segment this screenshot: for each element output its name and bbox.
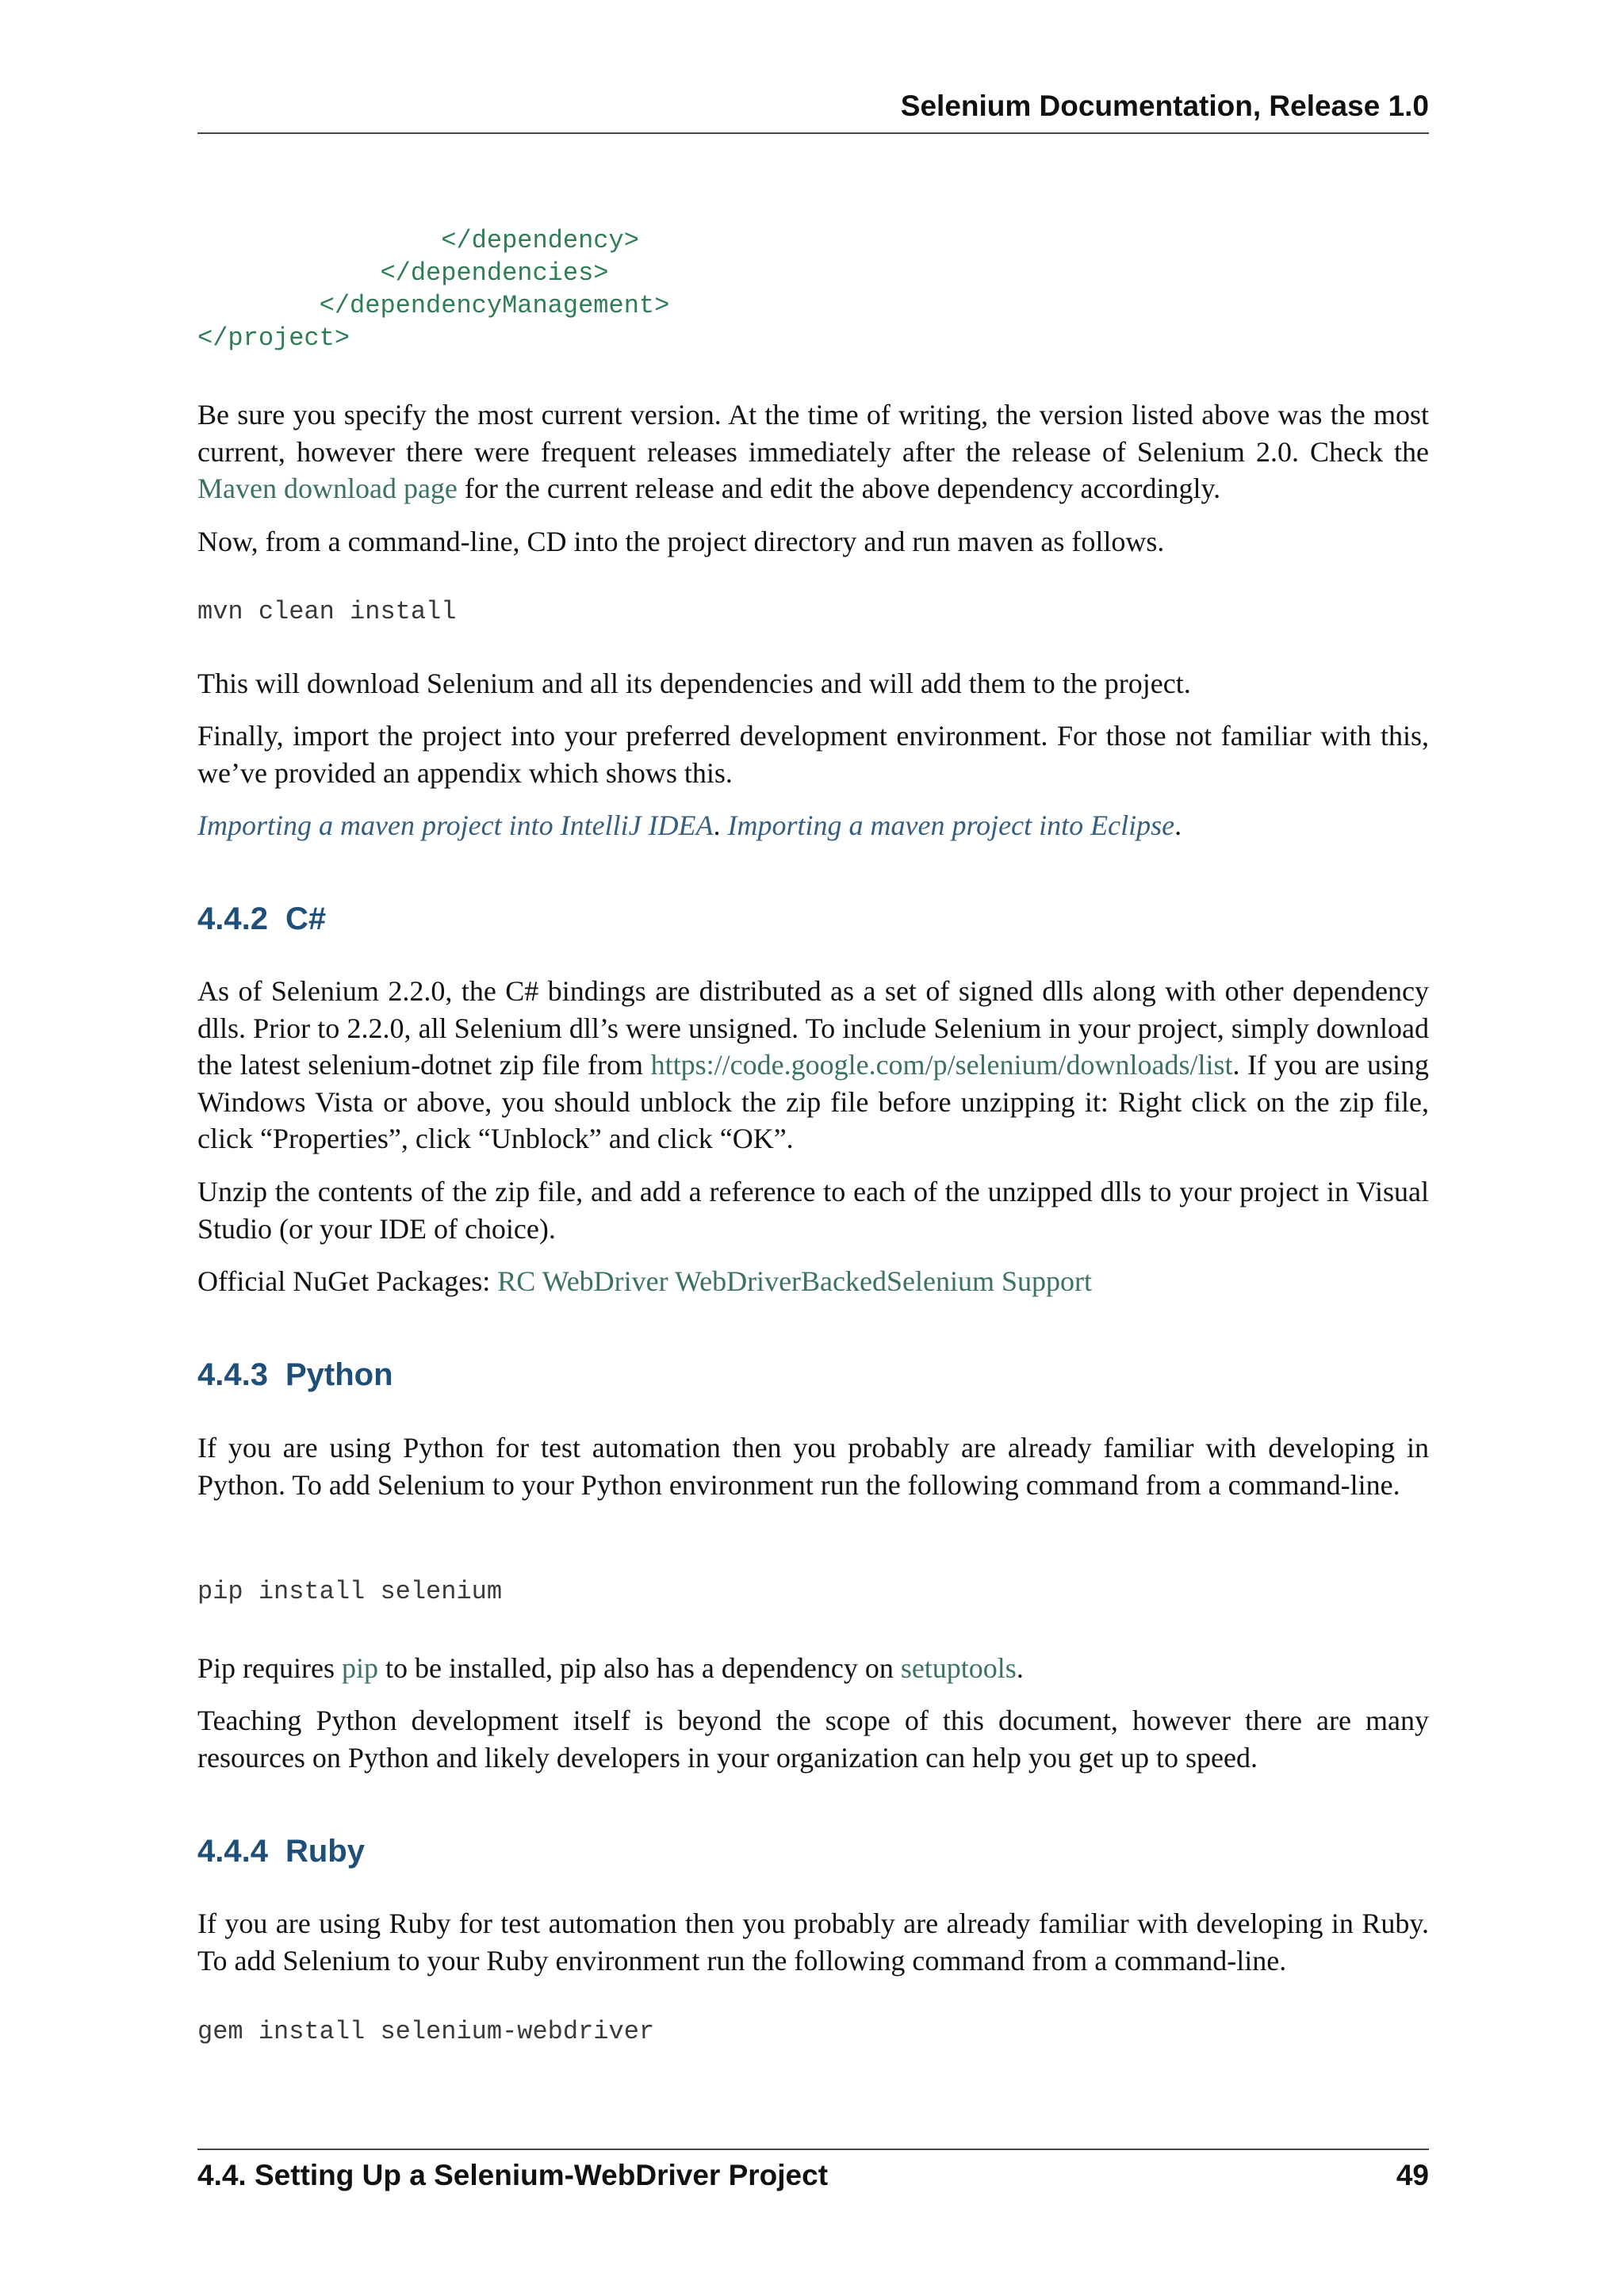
xml-code-block [197, 224, 1429, 354]
pip-link[interactable]: pip [341, 1652, 378, 1684]
paragraph-unzip: Unzip the contents of the zip file, and add a reference to each of the unzipped dlls to your project in Visual Studio (or your IDE of choice). [197, 1176, 1429, 1245]
nuget-support-link[interactable]: Support [1001, 1265, 1092, 1297]
paragraph-run-maven: Now, from a command-line, CD into the project directory and run maven as follows. [197, 526, 1165, 557]
maven-download-link[interactable]: Maven download page [197, 473, 458, 504]
code-line: </dependency> [197, 226, 639, 255]
nuget-webdriverbackedselenium-link[interactable]: WebDriverBackedSelenium [675, 1265, 994, 1297]
nuget-webdriver-link[interactable]: WebDriver [542, 1265, 668, 1297]
code-line: </dependencies> [197, 258, 609, 288]
paragraph-nuget: Official NuGet Packages: RC WebDriver WebDriverBackedSelenium Support [197, 1265, 1092, 1297]
nuget-rc-link[interactable]: RC [497, 1265, 536, 1297]
running-header: Selenium Documentation, Release 1.0 [900, 90, 1429, 122]
setuptools-link[interactable]: setuptools [900, 1652, 1017, 1684]
paragraph-pip-requires: Pip requires pip to be installed, pip also has a dependency on setuptools. [197, 1652, 1024, 1684]
footer-rule [197, 2149, 1429, 2150]
paragraph-appendix-links: Importing a maven project into IntelliJ IDEA. Importing a maven project into Eclipse. [197, 809, 1182, 841]
section-heading-csharp: 4.4.2 C# [197, 901, 327, 936]
header-rule [197, 132, 1429, 134]
gem-code-block: gem install selenium-webdriver [197, 2017, 655, 2046]
page-number: 49 [1396, 2159, 1429, 2191]
intellij-appendix-link[interactable]: Importing a maven project into IntelliJ IDEA [197, 809, 714, 841]
footer-section-title: 4.4. Setting Up a Selenium-WebDriver Project [197, 2159, 829, 2191]
eclipse-appendix-link[interactable]: Importing a maven project into Eclipse [727, 809, 1175, 841]
selenium-downloads-link[interactable]: https://code.google.com/p/selenium/downloads/list [650, 1049, 1233, 1081]
code-line: </project> [197, 323, 350, 353]
code-line: </dependencyManagement> [197, 291, 670, 320]
paragraph-csharp-bindings: As of Selenium 2.2.0, the C# bindings are distributed as a set of signed dlls along with other dependency dlls. Prior to 2.2.0, all Selenium dll’s were unsigned. To include Selenium in your project, simply download the latest selenium-dotnet zip file from https://code.google.com/p/selenium/downloads/list. If you are using Windows Vista or above, you should unblock the zip file before unzipping it: Right click on the zip file, click “Properties”, click “Unblock” and click “OK”. [197, 975, 1430, 1154]
paragraph-download-deps: This will download Selenium and all its dependencies and will add them to the project. [197, 668, 1191, 699]
pip-code-block: pip install selenium [197, 1577, 503, 1606]
paragraph-python-scope: Teaching Python development itself is beyond the scope of this document, however there are many resources on Python and likely developers in your organization can help you get up to speed. [197, 1705, 1429, 1774]
paragraph-version-note: Be sure you specify the most current version. At the time of writing, the version listed above was the most current, however there were frequent releases immediately after the release of Selenium 2.0. Check the Maven download page for the current release and edit the above dependency accordingly. [197, 399, 1429, 504]
section-heading-ruby: 4.4.4 Ruby [197, 1834, 365, 1869]
section-heading-python: 4.4.3 Python [197, 1357, 393, 1392]
running-footer [197, 2158, 1429, 2193]
paragraph-import-project: Finally, import the project into your preferred development environment. For those not familiar with this, we’ve provided an appendix which shows this. [197, 720, 1429, 789]
paragraph-ruby-intro: If you are using Ruby for test automation then you probably are already familiar with developing in Ruby. To add Selenium to your Ruby environment run the following command from a command-line. [197, 1908, 1429, 1976]
paragraph-python-intro: If you are using Python for test automation then you probably are already familiar with developing in Python. To add Selenium to your Python environment run the following command from a command-line. [197, 1432, 1429, 1501]
mvn-code-block: mvn clean install [197, 597, 457, 626]
